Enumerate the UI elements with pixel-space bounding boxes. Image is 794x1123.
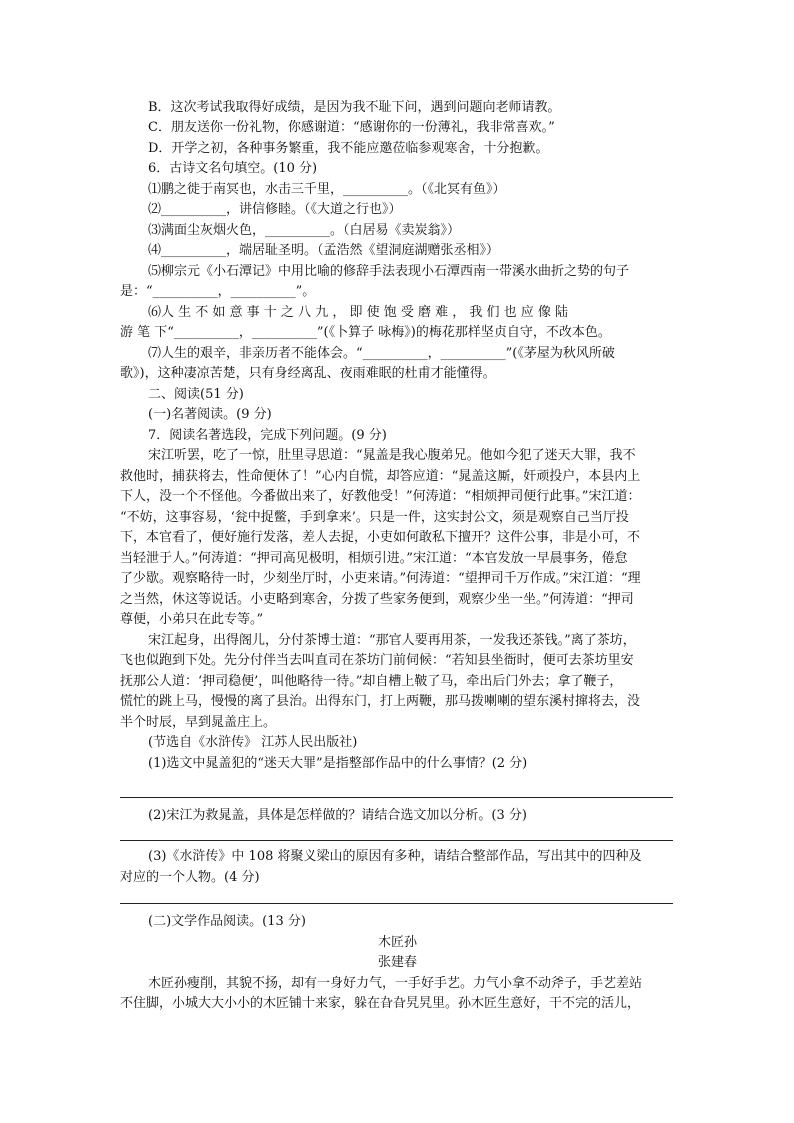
passage-line: “不妨，这事容易，‘瓮中捉鳖，手到拿来’。只是一件，这实封公文，须是观察自己当厅投 [120, 510, 629, 525]
fill-blank-5-cont: 是：“__________，__________”。 [120, 284, 316, 299]
subsection-literary-reading: (二)文学作品阅读。(13 分) [148, 914, 306, 929]
passage-line: 当轻泄于人。”何涛道：“押司高见极明，相烦引进。”宋江道：“本官发放一早晨事务，倦怠 [120, 551, 628, 566]
passage-line: 宋江听罢，吃了一惊，肚里寻思道：“晁盖是我心腹弟兄。他如今犯了迷天大罪，我不 [148, 448, 636, 463]
sub-question-3-cont: 对应的一个人物。(4 分) [120, 870, 260, 885]
fill-blank-7-cont: 歌》)，这种凄凉苦楚，只有身经离乱、夜雨难眠的杜甫才能懂得。 [120, 366, 496, 381]
option-d: D．开学之初，各种事务繁重，我不能应邀莅临参观寒舍，十分抱歉。 [148, 141, 549, 156]
sub-question-2: (2)宋江为救晁盖，具体是怎样做的？请结合选文加以分析。(3 分) [148, 808, 527, 823]
question-7-heading: 7．阅读名著选段，完成下列问题。(9 分) [148, 428, 387, 443]
passage-line: 救他时，捕获将去，性命便休了！”心内自慌，却答应道：“晁盖这厮，奸顽投户，本县内上 [120, 469, 641, 484]
passage-line: 尊便，小弟只在此专等。” [120, 612, 264, 627]
answer-line-3[interactable] [120, 903, 673, 904]
article-line: 木匠孙瘦削，其貌不扬，却有一身好力气，一手好手艺。力气小拿不动斧子，手艺差站 [148, 976, 643, 991]
fill-blank-2: ⑵__________，讲信修睦。（《大道之行也》） [148, 202, 402, 217]
option-b: B．这次考试我取得好成绩，是因为我不耻下问，遇到问题向老师请教。 [148, 100, 561, 115]
fill-blank-1: ⑴鹏之徙于南冥也，水击三千里，__________。（《北冥有鱼》） [148, 182, 506, 197]
article-author: 张建春 [377, 955, 417, 970]
fill-blank-5: ⑸柳宗元《小石潭记》中用比喻的修辞手法表现小石潭西南一带溪水曲折之势的句子 [148, 264, 630, 279]
passage-line: 了少歇。观察略待一时，少刻坐厅时，小吏来请。”何涛道：“望押司千万作成。”宋江道：“理 [120, 571, 641, 586]
passage-line: 抚那公人道：‘押司稳便’，叫他略待一待。”却自槽上鞁了马，牵出后门外去；拿了鞭子， [120, 674, 623, 689]
fill-blank-7: ⑺人生的艰辛，非亲历者不能体会。“__________，__________”(《茅屋为秋风所破 [148, 346, 615, 361]
answer-line-1[interactable] [120, 797, 673, 798]
passage-line: 下，本官看了，便好施行发落，差人去捉，小吏如何敢私下擅开？这件公事，非是小可，不 [120, 530, 641, 545]
passage-line: 下人，没一个不怪他。今番做出来了，好教他受！”何涛道：“相烦押司便行此事。”宋江道： [120, 489, 641, 504]
passage-line: 飞也似跑到下处。先分付伴当去叫直司在茶坊门前伺候：“若知县坐衙时，便可去茶坊里安 [120, 653, 634, 668]
question-6-heading: 6．古诗文名句填空。(10 分) [148, 161, 318, 176]
article-line: 不住脚，小城大大小小的木匠铺十来家，躲在旮旮旯旯里。孙木匠生意好，干不完的活儿， [120, 996, 641, 1011]
article-title: 木匠孙 [377, 935, 417, 950]
passage-line: 宋江起身，出得阁儿，分付茶博士道：“那官人要再用茶，一发我还茶钱。”离了茶坊， [148, 633, 636, 648]
passage-line: 半个时辰，早到晁盖庄上。 [120, 715, 277, 730]
section-reading-heading: 二、阅读(51 分) [148, 387, 244, 402]
fill-blank-3: ⑶满面尘灰烟火色，__________。（白居易《卖炭翁》） [148, 223, 461, 238]
answer-line-2[interactable] [120, 840, 673, 841]
sub-question-3: (3)《水浒传》中 108 将聚义梁山的原因有多种，请结合整部作品，写出其中的四种及 [148, 849, 642, 864]
fill-blank-4: ⑷__________，端居耻圣明。（孟浩然《望洞庭湖赠张丞相》） [148, 243, 500, 258]
fill-blank-6-cont: 游 笔 下“__________，__________”(《卜算子 咏梅》)的梅花那样坚贞自守，不改本色。 [120, 325, 611, 340]
subsection-classic-reading: (一)名著阅读。(9 分) [148, 407, 272, 422]
fill-blank-6: ⑹人 生 不 如 意 事 十 之 八 九 ， 即 使 饱 受 磨 难 ， 我 们 也 应 像 陆 [148, 305, 569, 320]
sub-question-1: (1)选文中晁盖犯的“迷天大罪”是指整部作品中的什么事情？(2 分) [148, 756, 528, 771]
passage-source: (节选自《水浒传》 江苏人民出版社) [148, 735, 358, 750]
option-c: C．朋友送你一份礼物，你感谢道：“感谢你的一份薄礼，我非常喜欢。” [148, 120, 555, 135]
passage-line: 慌忙的跳上马，慢慢的离了县治。出得东门，打上两鞭，那马拨喇喇的望东溪村撺将去，没 [120, 694, 641, 709]
passage-line: 之当然，休这等说话。小吏略到寒舍，分拨了些家务便到，观察少坐一坐。”何涛道：“押司 [120, 592, 634, 607]
